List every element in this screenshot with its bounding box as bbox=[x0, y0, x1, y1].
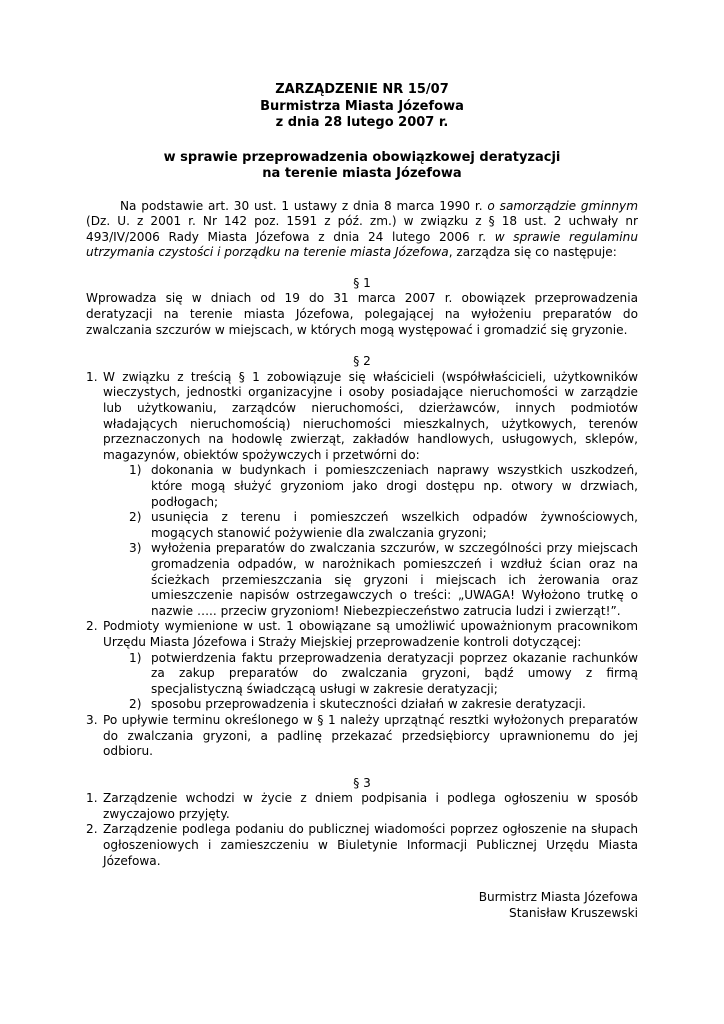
section-2-item-2 bbox=[86, 619, 638, 650]
section-3-item-2 bbox=[86, 822, 638, 869]
preamble-italic-2: w sprawie regulaminu utrzymania czystości i porządku na terenie miasta Józefowa bbox=[86, 229, 638, 260]
subitem-number: 2) bbox=[129, 510, 142, 525]
item-text: Po upływie terminu określonego w § 1 należy uprzątnąć resztki wyłożonych preparatów do zwalczania gryzoni, a padlinę przekazać przedsiębiorcy uprawnionemu do jej odbioru. bbox=[103, 712, 638, 759]
subitem-text: wyłożenia preparatów do zwalczania szczurów, w szczególności przy miejscach gromadzenia odpadów, w narożnikach pomieszczeń i wzdłuż ścian oraz na ścieżkach przemieszczania się gryzoni i miejscach ich żerowania oraz umieszczenie napisów ostrzegawczych o treści: „UWAGA! Wyłożono trutkę o nazwie ….. przeciw gryzoniom! Niebezpieczeństwo zatrucia ludzi i zwierząt!”. bbox=[151, 541, 638, 618]
list-item bbox=[129, 463, 638, 510]
list-item bbox=[129, 510, 638, 541]
title-line-1: ZARZĄDZENIE NR 15/07 bbox=[275, 82, 449, 97]
item-text: Podmioty wymienione w ust. 1 obowiązane są umożliwić upoważnionym pracownikom Urzędu Miasta Józefowa i Straży Miejskiej przeprowadzenie kontroli dotyczącej: bbox=[103, 619, 638, 649]
item-number: 2. bbox=[86, 619, 98, 634]
preamble-text-2: (Dz. U. z 2001 r. Nr 142 poz. 1591 z póź. zm.) w związku z § 18 ust. 2 uchwały nr 493/IV/2006 Rady Miasta Józefowa z dnia 24 lutego 2006 r. bbox=[86, 214, 638, 244]
list-item bbox=[129, 697, 638, 713]
item-number: 2. bbox=[86, 822, 98, 837]
section-3-item-1 bbox=[86, 791, 638, 822]
list-item bbox=[129, 541, 638, 619]
item-number: 1. bbox=[86, 369, 98, 384]
preamble-text-1: Na podstawie art. 30 ust. 1 ustawy z dnia 8 marca 1990 r. bbox=[120, 198, 488, 213]
section-2-item-1-sublist bbox=[129, 463, 638, 619]
signature-title: Burmistrz Miasta Józefowa bbox=[478, 890, 638, 905]
item-number: 1. bbox=[86, 791, 98, 806]
item-text: W związku z treścią § 1 zobowiązuje się właścicieli (współwłaścicieli, użytkowników wieczystych, jednostki organizacyjne i osoby posiadające nieruchomości w zarządzie lub użytkowaniu, zarządców nieruchomości, dzierżawców, innych podmiotów władających nieruchomością) nieruchomości mieszkalnych, użytkowych, terenów przeznaczonych na hodowlę zwierząt, zakładów handlowych, usługowych, sklepów, magazynów, obiektów spożywczych i przetwórni do: bbox=[103, 369, 638, 462]
signature-block bbox=[86, 890, 638, 921]
title-line-3: z dnia 28 lutego 2007 r. bbox=[275, 115, 449, 130]
document-subject bbox=[86, 150, 638, 183]
section-1-text: Wprowadza się w dniach od 19 do 31 marca 2007 r. obowiązek przeprowadzenia deratyzacji na terenie miasta Józefowa, polegającej na wyłożeniu preparatów do zwalczania szczurów w miejscach, w których mogą występować i gromadzić się gryzonie. bbox=[86, 291, 638, 337]
document-page bbox=[86, 82, 638, 921]
preamble bbox=[86, 199, 638, 261]
list-item bbox=[129, 651, 638, 698]
item-text: Zarządzenie podlega podaniu do publicznej wiadomości poprzez ogłoszenie na słupach ogłoszeniowych i zamieszczeniu w Biuletynie Informacji Publicznej Urzędu Miasta Józefowa. bbox=[103, 822, 638, 868]
item-number: 3. bbox=[86, 712, 98, 727]
section-2-heading: § 2 bbox=[353, 354, 371, 369]
section-2-item-2-sublist bbox=[129, 651, 638, 713]
subitem-text: potwierdzenia faktu przeprowadzenia deratyzacji poprzez okazanie rachunków za zakup preparatów do zwalczania gryzoni, bądź umowy z firmą specjalistyczną świadczącą usługi w zakresie deratyzacji; bbox=[151, 650, 638, 696]
subitem-number: 1) bbox=[129, 463, 142, 478]
subitem-number: 1) bbox=[129, 650, 142, 665]
section-2-item-3 bbox=[86, 713, 638, 760]
preamble-text-3: , zarządza się co następuje: bbox=[448, 245, 617, 260]
subitem-number: 3) bbox=[129, 541, 142, 556]
title-line-2: Burmistrza Miasta Józefowa bbox=[260, 98, 464, 114]
signature-name: Stanisław Kruszewski bbox=[509, 905, 638, 920]
section-2-item-1 bbox=[86, 370, 638, 464]
item-text: Zarządzenie wchodzi w życie z dniem podpisania i podlega ogłoszeniu w sposób zwyczajowo przyjęty. bbox=[103, 791, 638, 821]
document-title bbox=[86, 82, 638, 132]
preamble-italic-1: o samorządzie gminnym bbox=[487, 198, 638, 213]
subitem-text: dokonania w budynkach i pomieszczeniach naprawy wszystkich uszkodzeń, które mogą służyć gryzoniom jako drogi dostępu np. otwory w drzwiach, podłogach; bbox=[151, 463, 638, 509]
subitem-number: 2) bbox=[129, 697, 142, 712]
subject-line-2: na terenie miasta Józefowa bbox=[262, 166, 462, 181]
subject-line-1: w sprawie przeprowadzenia obowiązkowej deratyzacji bbox=[163, 149, 561, 165]
section-3-heading: § 3 bbox=[353, 775, 371, 790]
subitem-text: usunięcia z terenu i pomieszczeń wszelkich odpadów żywnościowych, mogących stanowić pożywienie dla zwalczania gryzoni; bbox=[151, 510, 638, 540]
subitem-text: sposobu przeprowadzenia i skuteczności działań w zakresie deratyzacji. bbox=[151, 697, 586, 712]
section-1-heading: § 1 bbox=[353, 275, 371, 290]
